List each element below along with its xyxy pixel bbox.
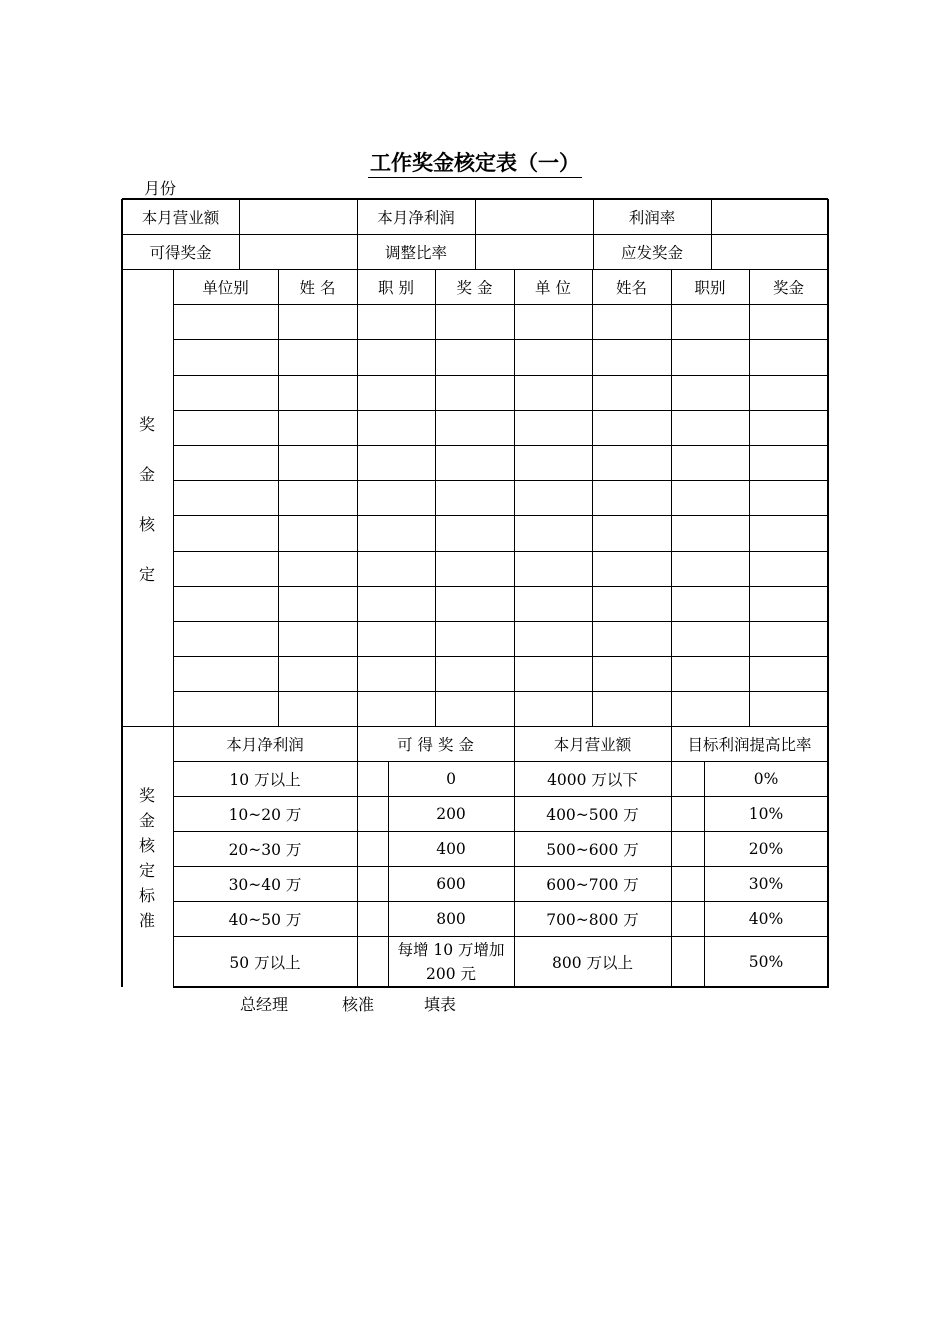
bonus-entry-cell[interactable] xyxy=(173,445,278,480)
bonus-entry-cell[interactable] xyxy=(278,515,357,550)
bonus-entry-cell[interactable] xyxy=(749,339,828,374)
bonus-entry-cell[interactable] xyxy=(278,480,357,515)
standard-profit: 20~30 万 xyxy=(228,840,302,859)
net-profit-field[interactable] xyxy=(475,199,593,234)
bonus-entry-cell[interactable] xyxy=(278,656,357,691)
bonus-entry-cell[interactable] xyxy=(671,551,749,586)
bonus-side-label-char: 奖 xyxy=(138,415,155,434)
bonus-entry-cell[interactable] xyxy=(173,656,278,691)
standard-revenue: 4000 万以下 xyxy=(547,770,638,789)
bonus-entry-cell[interactable] xyxy=(671,445,749,480)
bonus-entry-cell[interactable] xyxy=(749,656,828,691)
profit-rate-label: 利润率 xyxy=(628,208,676,227)
bonus-entry-cell[interactable] xyxy=(749,621,828,656)
bonus-entry-cell[interactable] xyxy=(278,621,357,656)
bonus-entry-cell[interactable] xyxy=(173,691,278,726)
bonus-entry-cell[interactable] xyxy=(435,410,514,445)
bonus-entry-cell[interactable] xyxy=(749,551,828,586)
standard-bonus: 每增 10 万增加 200 元 xyxy=(397,940,505,983)
bonus-entry-cell[interactable] xyxy=(749,691,828,726)
form-title: 工作奖金核定表（一） xyxy=(0,147,950,177)
bonus-entry-cell[interactable] xyxy=(514,586,592,621)
bonus-entry-cell[interactable] xyxy=(592,551,671,586)
bonus-entry-cell[interactable] xyxy=(435,656,514,691)
bonus-entry-cell[interactable] xyxy=(671,410,749,445)
bonus-entry-cell[interactable] xyxy=(173,586,278,621)
adjust-ratio-label: 调整比率 xyxy=(384,243,447,262)
bonus-entry-cell[interactable] xyxy=(435,375,514,410)
standard-check-cell[interactable] xyxy=(671,936,704,987)
month-label: 月份 xyxy=(144,179,177,198)
bonus-entry-cell[interactable] xyxy=(749,445,828,480)
standard-rate: 40% xyxy=(748,909,784,928)
bonus-header-3: 奖 金 xyxy=(456,278,493,297)
standard-revenue: 500~600 万 xyxy=(546,840,639,859)
bonus-entry-cell[interactable] xyxy=(671,691,749,726)
bonus-entry-cell[interactable] xyxy=(173,621,278,656)
bonus-entry-cell[interactable] xyxy=(357,621,435,656)
footer-fill-form: 填表 xyxy=(424,995,457,1014)
net-profit-label: 本月净利润 xyxy=(377,208,455,227)
standard-check-cell[interactable] xyxy=(671,866,704,901)
bonus-entry-cell[interactable] xyxy=(592,515,671,550)
bonus-entry-cell[interactable] xyxy=(671,339,749,374)
bonus-entry-cell[interactable] xyxy=(173,410,278,445)
bonus-entry-cell[interactable] xyxy=(173,551,278,586)
bonus-entry-cell[interactable] xyxy=(435,621,514,656)
standard-side-label-char: 金 xyxy=(138,811,155,830)
bonus-entry-cell[interactable] xyxy=(514,410,592,445)
bonus-entry-cell[interactable] xyxy=(514,480,592,515)
standard-header-3: 目标利润提高比率 xyxy=(687,735,812,754)
bonus-entry-cell[interactable] xyxy=(514,339,592,374)
bonus-entry-cell[interactable] xyxy=(749,515,828,550)
bonus-entry-cell[interactable] xyxy=(592,410,671,445)
standard-check-cell[interactable] xyxy=(671,761,704,796)
bonus-entry-cell[interactable] xyxy=(357,339,435,374)
bonus-entry-cell[interactable] xyxy=(278,445,357,480)
standard-rate: 20% xyxy=(748,839,784,858)
standard-rate: 50% xyxy=(748,952,784,971)
standard-side-label-char: 定 xyxy=(138,861,155,880)
bonus-entry-cell[interactable] xyxy=(592,304,671,339)
standard-bonus: 800 xyxy=(436,909,466,928)
bonus-entry-cell[interactable] xyxy=(749,304,828,339)
bonus-entry-cell[interactable] xyxy=(514,375,592,410)
bonus-entry-cell[interactable] xyxy=(671,656,749,691)
bonus-entry-cell[interactable] xyxy=(278,339,357,374)
bonus-entry-cell[interactable] xyxy=(671,621,749,656)
standard-rate: 0% xyxy=(753,769,779,788)
bonus-entry-cell[interactable] xyxy=(749,410,828,445)
bonus-entry-cell[interactable] xyxy=(592,375,671,410)
bonus-entry-cell[interactable] xyxy=(278,304,357,339)
bonus-header-4: 单 位 xyxy=(535,278,571,297)
payable-bonus-label: 应发奖金 xyxy=(620,243,683,262)
payable-bonus-field[interactable] xyxy=(711,234,828,269)
bonus-entry-cell[interactable] xyxy=(357,586,435,621)
bonus-header-7: 奖金 xyxy=(772,278,804,297)
standard-side-label-char: 奖 xyxy=(138,786,155,805)
bonus-entry-cell[interactable] xyxy=(357,480,435,515)
bonus-entry-cell[interactable] xyxy=(357,691,435,726)
bonus-entry-cell[interactable] xyxy=(435,445,514,480)
standard-profit: 50 万以上 xyxy=(229,953,301,972)
bonus-entry-cell[interactable] xyxy=(592,445,671,480)
bonus-entry-cell[interactable] xyxy=(357,445,435,480)
bonus-entry-cell[interactable] xyxy=(435,304,514,339)
standard-header-2: 本月营业额 xyxy=(553,735,632,754)
bonus-entry-cell[interactable] xyxy=(514,515,592,550)
bonus-entry-cell[interactable] xyxy=(357,304,435,339)
bonus-entry-cell[interactable] xyxy=(278,375,357,410)
bonus-header-6: 职别 xyxy=(694,278,726,297)
bonus-entry-cell[interactable] xyxy=(671,515,749,550)
bonus-entry-cell[interactable] xyxy=(671,480,749,515)
bonus-header-0: 单位别 xyxy=(202,278,249,297)
bonus-entry-cell[interactable] xyxy=(592,691,671,726)
standard-check-cell[interactable] xyxy=(671,796,704,831)
bonus-entry-cell[interactable] xyxy=(173,304,278,339)
footer-approve: 核准 xyxy=(342,995,375,1014)
monthly-revenue-label: 本月营业额 xyxy=(141,208,220,227)
standard-revenue: 700~800 万 xyxy=(546,910,639,929)
adjust-ratio-field[interactable] xyxy=(475,234,593,269)
bonus-entry-cell[interactable] xyxy=(435,691,514,726)
bonus-entry-cell[interactable] xyxy=(435,480,514,515)
standard-check-cell[interactable] xyxy=(357,761,388,796)
bonus-entry-cell[interactable] xyxy=(357,551,435,586)
standard-rate: 10% xyxy=(748,804,784,823)
bonus-entry-cell[interactable] xyxy=(592,656,671,691)
standard-header-1: 可 得 奖 金 xyxy=(397,735,474,754)
bonus-entry-cell[interactable] xyxy=(278,691,357,726)
bonus-entry-cell[interactable] xyxy=(357,656,435,691)
standard-bonus: 400 xyxy=(436,839,466,858)
bonus-entry-cell[interactable] xyxy=(278,551,357,586)
bonus-entry-cell[interactable] xyxy=(357,410,435,445)
bonus-entry-cell[interactable] xyxy=(514,551,592,586)
bonus-entry-cell[interactable] xyxy=(173,339,278,374)
standard-bonus: 200 xyxy=(436,804,466,823)
standard-header-0: 本月净利润 xyxy=(226,735,304,754)
standard-bonus: 0 xyxy=(446,769,456,788)
available-bonus-label: 可得奖金 xyxy=(149,243,212,262)
standard-side-label-char: 准 xyxy=(138,911,155,930)
bonus-entry-cell[interactable] xyxy=(671,586,749,621)
standard-profit: 10~20 万 xyxy=(228,805,302,824)
bonus-entry-cell[interactable] xyxy=(173,375,278,410)
bonus-entry-cell[interactable] xyxy=(671,375,749,410)
standard-revenue: 400~500 万 xyxy=(546,805,639,824)
bonus-entry-cell[interactable] xyxy=(592,339,671,374)
standard-side-label-char: 核 xyxy=(138,836,155,855)
available-bonus-field[interactable] xyxy=(239,234,357,269)
bonus-entry-cell[interactable] xyxy=(173,515,278,550)
standard-profit: 30~40 万 xyxy=(228,875,302,894)
bonus-entry-cell[interactable] xyxy=(749,586,828,621)
standard-check-cell[interactable] xyxy=(357,866,388,901)
bonus-entry-cell[interactable] xyxy=(435,515,514,550)
bonus-entry-cell[interactable] xyxy=(357,375,435,410)
bonus-header-5: 姓名 xyxy=(615,278,647,297)
standard-revenue: 800 万以上 xyxy=(551,953,633,972)
standard-check-cell[interactable] xyxy=(357,936,388,987)
bonus-entry-cell[interactable] xyxy=(592,621,671,656)
standard-profit: 10 万以上 xyxy=(229,770,301,789)
bonus-side-label-char: 金 xyxy=(138,465,155,484)
standard-check-cell[interactable] xyxy=(357,831,388,866)
bonus-entry-cell[interactable] xyxy=(749,480,828,515)
bonus-entry-cell[interactable] xyxy=(749,375,828,410)
bonus-side-label-char: 核 xyxy=(138,515,155,534)
standard-check-cell[interactable] xyxy=(671,831,704,866)
standard-check-cell[interactable] xyxy=(357,901,388,936)
bonus-header-2: 职 别 xyxy=(378,278,414,297)
standard-check-cell[interactable] xyxy=(671,901,704,936)
bonus-entry-cell[interactable] xyxy=(435,339,514,374)
monthly-revenue-field[interactable] xyxy=(239,199,357,234)
bonus-entry-cell[interactable] xyxy=(514,445,592,480)
bonus-entry-cell[interactable] xyxy=(592,586,671,621)
standard-bonus: 600 xyxy=(436,874,466,893)
standard-rate: 30% xyxy=(748,874,784,893)
bonus-header-1: 姓 名 xyxy=(299,278,336,297)
footer-general-manager: 总经理 xyxy=(240,995,289,1014)
bonus-entry-cell[interactable] xyxy=(357,515,435,550)
bonus-entry-cell[interactable] xyxy=(278,586,357,621)
bonus-entry-cell[interactable] xyxy=(173,480,278,515)
standard-check-cell[interactable] xyxy=(357,796,388,831)
bonus-entry-cell[interactable] xyxy=(435,586,514,621)
standard-profit: 40~50 万 xyxy=(228,910,302,929)
bonus-entry-cell[interactable] xyxy=(435,551,514,586)
bonus-entry-cell[interactable] xyxy=(514,656,592,691)
bonus-entry-cell[interactable] xyxy=(592,480,671,515)
bonus-side-label-char: 定 xyxy=(138,565,155,584)
standard-revenue: 600~700 万 xyxy=(546,875,639,894)
bonus-entry-cell[interactable] xyxy=(671,304,749,339)
profit-rate-field[interactable] xyxy=(711,199,828,234)
bonus-entry-cell[interactable] xyxy=(514,304,592,339)
bonus-entry-cell[interactable] xyxy=(278,410,357,445)
bonus-entry-cell[interactable] xyxy=(514,621,592,656)
bonus-entry-cell[interactable] xyxy=(514,691,592,726)
standard-side-label-char: 标 xyxy=(138,886,155,905)
